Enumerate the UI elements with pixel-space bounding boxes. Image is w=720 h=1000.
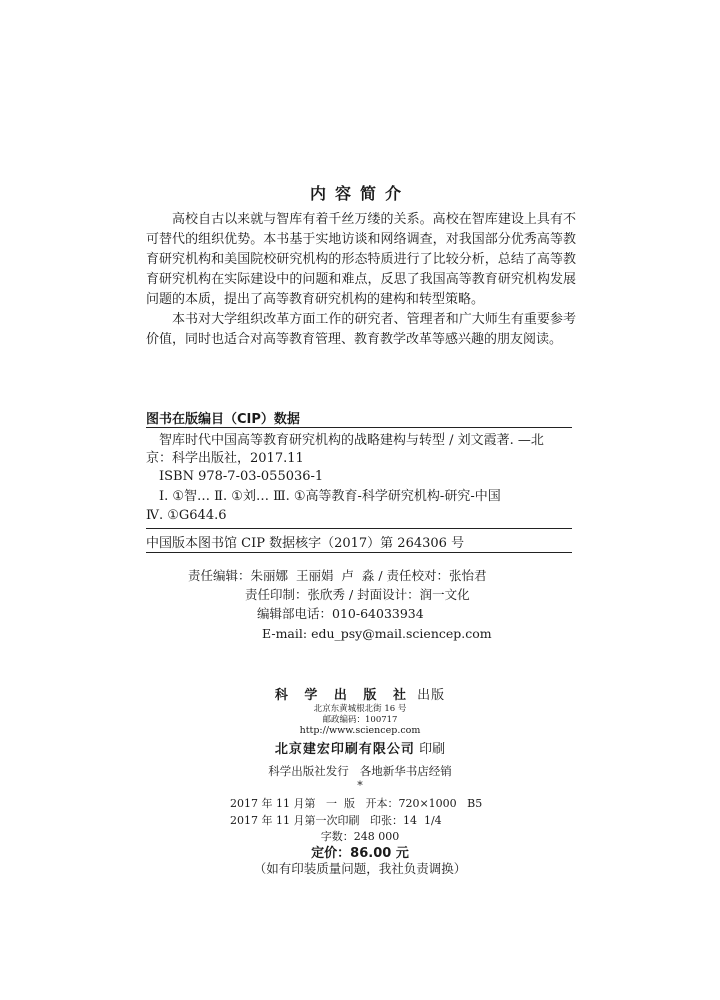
cip-isbn: ISBN 978-7-03-055036-1 xyxy=(159,469,324,484)
credit-production: 责任印制：张欣秀 / 封面设计：润一文化 xyxy=(245,587,470,602)
distribution-line: 科学出版社发行 各地新华书店经销 xyxy=(268,764,452,778)
credit-phone: 编辑部电话：010-64033934 xyxy=(257,606,424,621)
printer-name: 北京建宏印刷有限公司 xyxy=(274,742,415,757)
publisher-name: 科 学 出 版 社 xyxy=(274,688,412,703)
credit-email: E-mail: edu_psy@mail.sciencep.com xyxy=(262,626,492,641)
summary-title: 内容简介 xyxy=(309,184,410,203)
summary-paragraph-2: 本书对大学组织改革方面工作的研究者、管理者和广大师生有重要参考价值，同时也适合对高等教育管理、教育教学改革等感兴趣的朋友阅读。 xyxy=(146,312,576,347)
printing-line: 2017 年 11 月第一次印刷 印张：14 1/4 xyxy=(230,814,442,827)
printer-line xyxy=(0,738,720,757)
summary-body xyxy=(146,210,576,350)
cip-publication-line: 京：科学出版社，2017.11 xyxy=(146,451,304,466)
cip-heading: 图书在版编目（CIP）数据 xyxy=(146,412,300,427)
edition-line: 2017 年 11 月第 一 版 开本：720×1000 B5 xyxy=(230,797,483,810)
cip-middle-rule xyxy=(146,528,572,529)
cip-bottom-rule xyxy=(146,552,572,553)
cip-subjects xyxy=(146,487,572,525)
publisher-line xyxy=(0,684,720,703)
publisher-suffix: 出版 xyxy=(417,688,446,703)
publisher-url: http://www.sciencep.com xyxy=(299,725,421,736)
cip-subject-line-2: Ⅳ. ①G644.6 xyxy=(146,508,227,523)
wordcount-line: 字数：248 000 xyxy=(320,830,400,843)
cip-top-rule xyxy=(146,427,572,428)
cip-title-line: 智库时代中国高等教育研究机构的战略建构与转型 / 刘文霞著. —北 xyxy=(159,433,544,448)
separator-star: * xyxy=(357,779,363,792)
publisher-postcode: 邮政编码：100717 xyxy=(322,715,398,725)
credit-editors: 责任编辑：朱丽娜 王丽娟 卢 淼 / 责任校对：张怡君 xyxy=(188,568,487,583)
publisher-address: 北京东黄城根北街 16 号 xyxy=(313,704,407,714)
printer-suffix: 印刷 xyxy=(419,742,446,757)
quality-note: （如有印装质量问题，我社负责调换） xyxy=(253,861,467,876)
summary-paragraph-1: 高校自古以来就与智库有着千丝万缕的关系。高校在智库建设上具有不可替代的组织优势。本书基于实地访谈和网络调查，对我国部分优秀高等教育研究机构和美国院校研究机构的形态特质进行了比较分析，总结了高等教育研究机构在实际建设中的问题和难点，反思了我国高等教育研究机构发展问题的本质，提出了高等教育研究机构的建构和转型策略。 xyxy=(146,212,576,307)
cip-number: 中国版本图书馆 CIP 数据核字（2017）第 264306 号 xyxy=(146,536,465,551)
cip-subject-line-1: Ⅰ. ①智… Ⅱ. ①刘… Ⅲ. ①高等教育-科学研究机构-研究-中国 xyxy=(159,489,501,504)
price-line: 定价：86.00 元 xyxy=(311,846,409,861)
cip-record xyxy=(146,432,572,486)
